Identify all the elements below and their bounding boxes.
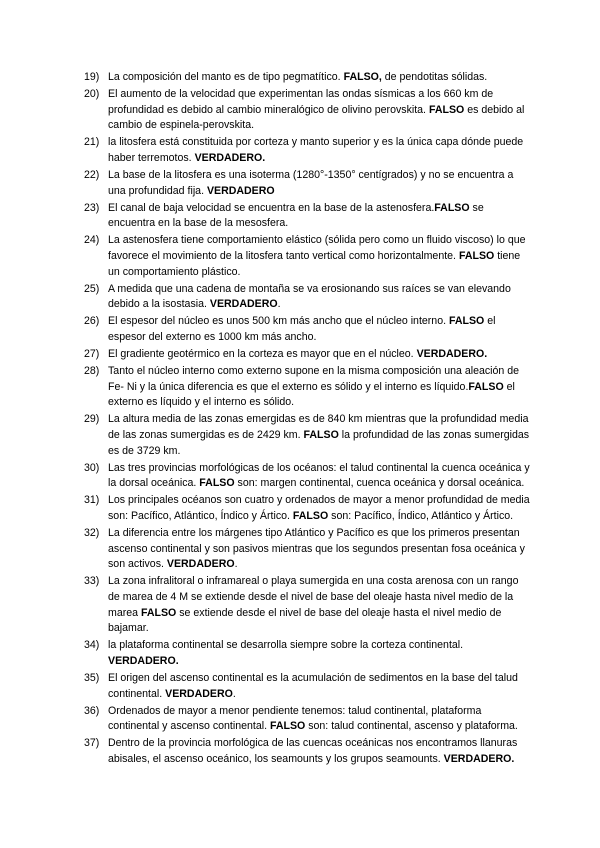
question-item: [84, 87, 530, 134]
question-text: [108, 672, 518, 700]
question-text: [108, 365, 519, 408]
question-text: [108, 202, 484, 230]
answer-verdict: VERDADERO.: [108, 654, 179, 667]
question-text: [108, 527, 525, 570]
question-item: [84, 461, 530, 492]
statement-text: de pendotitas sólidas.: [381, 71, 488, 83]
question-number: 36): [84, 704, 100, 717]
question-text: [108, 575, 518, 634]
answer-verdict: FALSO: [199, 477, 235, 490]
question-text: [108, 462, 530, 490]
question-item: [84, 493, 530, 524]
answer-verdict: FALSO: [269, 720, 306, 733]
question-text: [108, 71, 487, 83]
question-text: [108, 315, 496, 343]
statement-text: Dentro de la provincia morfológica de las cuencas oceánicas nos encontramos llanuras abisales, el ascenso oceánico, los seamounts y los grupos seamounts.: [108, 737, 518, 765]
question-text: [108, 348, 487, 360]
statement-text: son: talud continental, ascenso y plataforma.: [305, 720, 518, 733]
statement-text: La zona infralitoral o inframareal o playa sumergida en una costa arenosa con un rango de marea de 4 M se extiende desde el nivel de base del oleaje hasta nivel medio de la marea: [108, 575, 519, 619]
statement-text: El gradiente geotérmico en la corteza es mayor que en el núcleo.: [108, 348, 417, 361]
question-number: 26): [84, 315, 100, 328]
question-item: [84, 314, 530, 345]
question-text: [108, 234, 526, 277]
question-number: 27): [84, 348, 100, 361]
answer-verdict: VERDADERO: [166, 558, 235, 571]
answer-verdict: VERDADERO.: [194, 151, 266, 164]
statement-text: Tanto el núcleo interno como externo supone en la misma composición una aleación de Fe- Ni y la única diferencia es que el externo es sólido y el interno es líquido.: [108, 365, 520, 393]
statement-text: tiene un comportamiento plástico.: [108, 250, 521, 278]
statement-text: son: margen continental, cuenca oceánica y dorsal oceánica.: [234, 477, 525, 490]
question-item: [84, 135, 530, 166]
answer-verdict: FALSO: [303, 429, 339, 442]
question-number: 19): [84, 71, 100, 83]
statement-text: La base de la litosfera es una isoterma (1280°-1350° centígrados) y no se encuentra a una profundidad fija.: [108, 169, 514, 197]
question-number: 21): [84, 136, 100, 149]
question-item: [84, 364, 530, 411]
question-item: [84, 347, 530, 363]
answer-verdict: FALSO: [292, 510, 329, 523]
question-text: [108, 88, 524, 131]
question-item: [84, 201, 530, 232]
answer-verdict: VERDADERO.: [443, 752, 515, 765]
statement-text: El aumento de la velocidad que experimentan las ondas sísmicas a los 660 km de profundidad es debido al cambio mineralógico de olivino perovskita.: [108, 88, 494, 116]
statement-text: A medida que una cadena de montaña se va erosionando sus raíces se van elevando debido a la isostasia.: [108, 282, 511, 311]
answer-verdict: FALSO,: [343, 71, 382, 83]
question-item: [84, 168, 530, 199]
question-number: 28): [84, 365, 100, 378]
statement-text: es debido al cambio de espinela-perovskita.: [108, 103, 525, 132]
statement-text: el externo es líquido y el interno es sólido.: [108, 380, 515, 409]
statement-text: La altura media de las zonas emergidas es de 840 km mientras que la profundidad media de las zonas sumergidas es de 2429 km.: [108, 413, 529, 442]
statement-text: .: [277, 298, 281, 311]
answer-verdict: VERDADERO: [165, 687, 233, 700]
statement-text: La composición del manto es de tipo pegmatítico.: [108, 71, 344, 83]
statement-text: Las tres provincias morfológicas de los océanos: el talud continental la cuenca oceánica y la dorsal oceánica.: [108, 461, 530, 490]
question-item: [84, 412, 530, 459]
answer-verdict: FALSO: [448, 315, 485, 328]
question-text: [108, 705, 518, 733]
statement-text: la litosfera está constituida por corteza y manto superior y es la única capa dónde puede haber terremotos.: [108, 136, 524, 164]
question-number: 25): [84, 282, 100, 295]
statement-text: .: [234, 558, 238, 571]
statement-text: La diferencia entre los márgenes tipo Atlántico y Pacífico es que los primeros presentan ascenso continental y son pasivos mientras que los segundos presentan fosa oceánica y son activos.: [108, 527, 525, 571]
answer-verdict: FALSO: [434, 201, 470, 214]
question-number: 34): [84, 639, 100, 652]
question-text: [108, 494, 530, 522]
question-number: 30): [84, 461, 100, 474]
answer-verdict: FALSO: [428, 103, 465, 116]
answer-verdict: VERDADERO: [209, 298, 278, 311]
question-item: [84, 638, 530, 669]
question-number: 31): [84, 494, 100, 507]
question-number: 37): [84, 737, 100, 750]
statement-text: El origen del ascenso continental es la acumulación de sedimentos en la base del talud continental.: [108, 671, 518, 700]
question-item: [84, 282, 530, 313]
question-text: [108, 639, 463, 667]
question-item: [84, 574, 530, 636]
statement-text: se encuentra en la base de la mesosfera.: [108, 201, 484, 230]
question-number: 20): [84, 88, 100, 101]
true-false-answers-list: [84, 70, 530, 768]
statement-text: la plataforma continental se desarrolla siempre sobre la corteza continental.: [108, 639, 464, 652]
statement-text: el espesor del externo es 1000 km más ancho.: [108, 315, 496, 343]
answer-verdict: VERDADERO.: [416, 348, 488, 361]
statement-text: El canal de baja velocidad se encuentra en la base de la astenosfera.: [108, 201, 435, 214]
question-item: [84, 233, 530, 280]
question-item: [84, 70, 530, 86]
question-text: [108, 283, 511, 311]
answer-verdict: FALSO: [140, 606, 177, 619]
statement-text: son: Pacífico, Índico, Atlántico y Ártico.: [328, 510, 514, 523]
question-number: 22): [84, 169, 100, 182]
question-text: [108, 737, 517, 765]
answer-verdict: FALSO: [458, 250, 495, 263]
question-item: [84, 671, 530, 702]
question-item: [84, 736, 530, 767]
question-text: [108, 413, 529, 456]
statement-text: El espesor del núcleo es unos 500 km más ancho que el núcleo interno.: [108, 315, 449, 328]
statement-text: se extiende desde el nivel de base del oleaje hasta el nivel medio de bajamar.: [108, 606, 502, 635]
question-number: 24): [84, 234, 100, 247]
question-number: 29): [84, 413, 100, 426]
question-number: 35): [84, 671, 100, 684]
question-item: [84, 704, 530, 735]
answer-verdict: FALSO: [468, 380, 504, 393]
question-item: [84, 526, 530, 573]
statement-text: Ordenados de mayor a menor pendiente tenemos: talud continental, plataforma continental y ascenso continental.: [108, 704, 482, 733]
question-text: [108, 136, 523, 164]
question-number: 23): [84, 201, 100, 214]
question-number: 33): [84, 575, 100, 588]
statement-text: .: [232, 687, 236, 700]
question-number: 32): [84, 527, 100, 540]
statement-text: La astenosfera tiene comportamiento elástico (sólida pero como un fluido viscoso) lo que favorece el movimiento de la litosfera tanto vertical como horizontalmente.: [108, 234, 526, 263]
statement-text: Los principales océanos son cuatro y ordenados de mayor a menor profundidad de media son: Pacífico, Atlántico, Índico y Ártico.: [108, 494, 530, 523]
question-text: [108, 169, 513, 197]
statement-text: la profundidad de las zonas sumergidas es de 3729 km.: [108, 429, 530, 457]
answer-verdict: VERDADERO: [206, 184, 275, 197]
